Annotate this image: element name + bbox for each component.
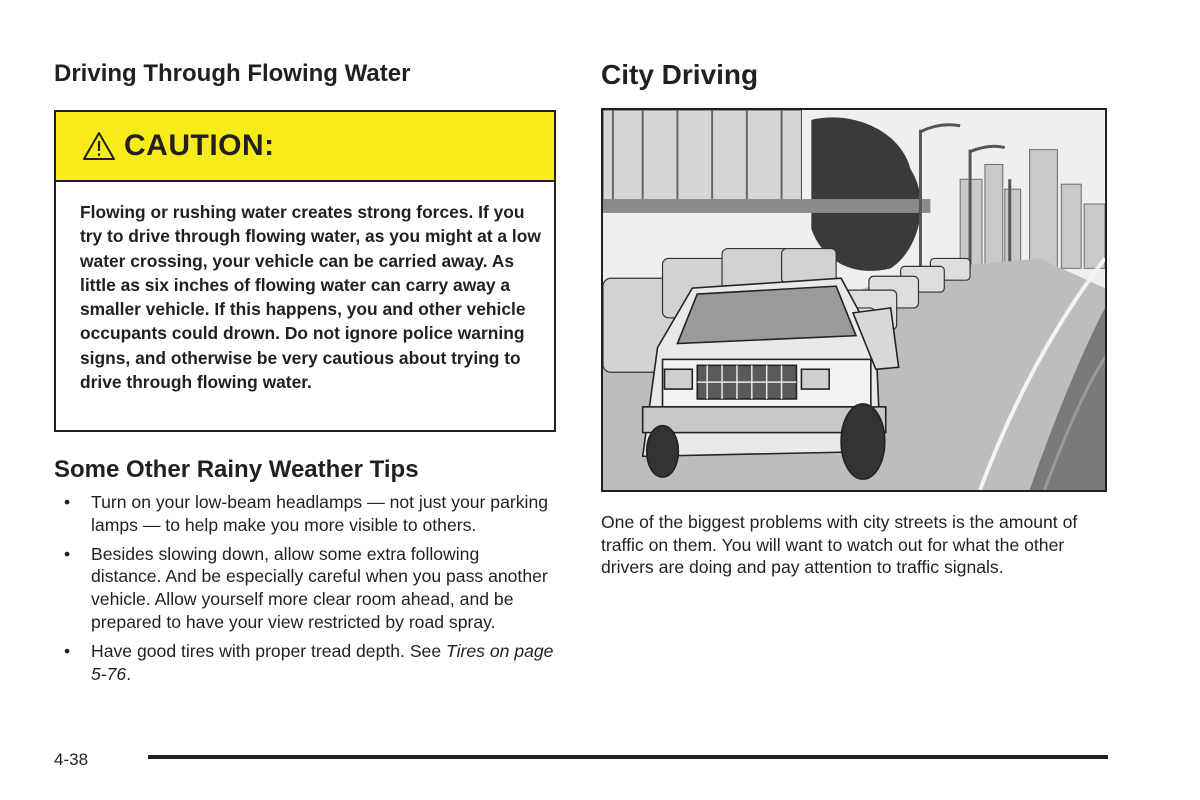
rainy-tips-list <box>54 491 554 691</box>
footer-rule <box>148 755 1108 759</box>
page-number: 4-38 <box>54 750 89 769</box>
list-item <box>54 640 554 686</box>
bullet-glyph: • <box>64 640 71 661</box>
caution-box <box>54 110 556 432</box>
list-item-text: Have good tires with proper tread depth. See <box>91 640 447 661</box>
list-item-text: Besides slowing down, allow some extra following distance. And be especially careful when you pass another vehicle. Allow yourself more clear room ahead, and be prepared to have your view restricted by road spray. <box>91 543 548 632</box>
caution-header <box>56 112 554 182</box>
caution-text: Flowing or rushing water creates strong forces. If you try to drive through flowing water, as you might at a low water crossing, your vehicle can be carried away. As little as six inches of flowing water can carry away a smaller vehicle. If this happens, you and other vehicle occupants could drown. Do not ignore police warning signs, and otherwise be very cautious about trying to drive through flowing water. <box>80 202 541 393</box>
city-driving-body: One of the biggest problems with city streets is the amount of traffic on them. You will want to watch out for what the other drivers are doing and pay attention to traffic signals. <box>601 512 1078 578</box>
bullet-glyph: • <box>64 543 71 564</box>
bullet-glyph: • <box>64 492 71 512</box>
cross-reference-link[interactable]: Tires on page 5-76 <box>91 640 554 684</box>
list-item-text: Turn on your low-beam headlamps — not just your parking lamps — to help make you more visible to others. <box>91 492 549 535</box>
city-traffic-illustration <box>601 108 1107 492</box>
list-item <box>54 491 554 537</box>
section-title-flowing-water: Driving Through Flowing Water <box>54 60 411 87</box>
caution-label: CAUTION: <box>124 129 275 162</box>
section-title-rainy-tips: Some Other Rainy Weather Tips <box>54 456 419 483</box>
list-item-suffix: . <box>126 663 132 684</box>
list-item <box>54 543 554 634</box>
warning-triangle-icon <box>82 131 116 161</box>
section-title-city-driving: City Driving <box>601 59 759 90</box>
